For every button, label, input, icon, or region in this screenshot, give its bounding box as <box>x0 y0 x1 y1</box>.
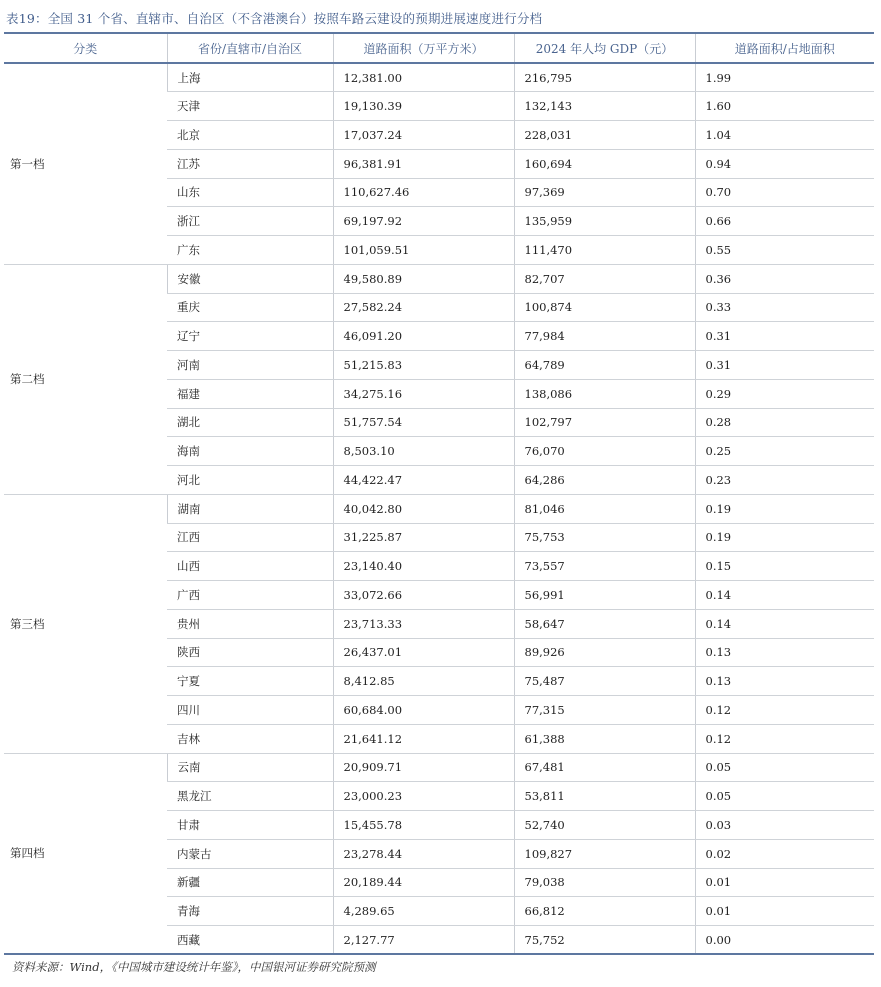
table-body <box>4 63 874 954</box>
road-area-ratio-cell: 0.28 <box>695 408 874 437</box>
road-area-cell: 21,641.12 <box>333 724 514 753</box>
province-cell: 河南 <box>167 351 333 380</box>
road-area-cell: 8,412.85 <box>333 667 514 696</box>
gdp-per-capita-cell: 138,086 <box>514 379 695 408</box>
road-area-ratio-cell: 0.14 <box>695 581 874 610</box>
province-cell: 山东 <box>167 178 333 207</box>
table-header-row <box>4 33 874 63</box>
gdp-per-capita-cell: 89,926 <box>514 638 695 667</box>
table-row <box>4 753 874 782</box>
gdp-per-capita-cell: 135,959 <box>514 207 695 236</box>
gdp-per-capita-cell: 216,795 <box>514 63 695 92</box>
road-area-ratio-cell: 0.25 <box>695 437 874 466</box>
province-cell: 安徽 <box>167 264 333 293</box>
road-area-ratio-cell: 0.12 <box>695 696 874 725</box>
province-cell: 甘肃 <box>167 811 333 840</box>
province-cell: 云南 <box>167 753 333 782</box>
gdp-per-capita-cell: 97,369 <box>514 178 695 207</box>
gdp-per-capita-cell: 81,046 <box>514 494 695 523</box>
province-cell: 重庆 <box>167 293 333 322</box>
table-row <box>4 494 874 523</box>
road-area-ratio-cell: 0.01 <box>695 897 874 926</box>
gdp-per-capita-cell: 228,031 <box>514 121 695 150</box>
road-area-cell: 34,275.16 <box>333 379 514 408</box>
province-cell: 山西 <box>167 552 333 581</box>
gdp-per-capita-cell: 76,070 <box>514 437 695 466</box>
province-cell: 青海 <box>167 897 333 926</box>
province-cell: 黑龙江 <box>167 782 333 811</box>
road-area-cell: 60,684.00 <box>333 696 514 725</box>
road-area-cell: 51,215.83 <box>333 351 514 380</box>
header-road-area-ratio: 道路面积/占地面积 <box>695 33 874 63</box>
gdp-per-capita-cell: 64,789 <box>514 351 695 380</box>
gdp-per-capita-cell: 77,315 <box>514 696 695 725</box>
road-area-cell: 46,091.20 <box>333 322 514 351</box>
gdp-per-capita-cell: 61,388 <box>514 724 695 753</box>
road-area-ratio-cell: 0.94 <box>695 149 874 178</box>
province-cell: 河北 <box>167 466 333 495</box>
province-cell: 天津 <box>167 92 333 121</box>
road-area-ratio-cell: 0.05 <box>695 753 874 782</box>
data-table-container <box>4 32 874 955</box>
gdp-per-capita-cell: 102,797 <box>514 408 695 437</box>
road-area-ratio-cell: 0.01 <box>695 868 874 897</box>
gdp-per-capita-cell: 111,470 <box>514 236 695 265</box>
road-area-ratio-cell: 0.31 <box>695 322 874 351</box>
road-area-cell: 17,037.24 <box>333 121 514 150</box>
category-cell: 第四档 <box>4 753 167 954</box>
gdp-per-capita-cell: 160,694 <box>514 149 695 178</box>
road-area-ratio-cell: 1.04 <box>695 121 874 150</box>
road-area-cell: 15,455.78 <box>333 811 514 840</box>
gdp-per-capita-cell: 67,481 <box>514 753 695 782</box>
road-area-ratio-cell: 0.15 <box>695 552 874 581</box>
road-area-cell: 23,278.44 <box>333 839 514 868</box>
road-area-ratio-cell: 0.23 <box>695 466 874 495</box>
gdp-per-capita-cell: 82,707 <box>514 264 695 293</box>
gdp-per-capita-cell: 64,286 <box>514 466 695 495</box>
gdp-per-capita-cell: 58,647 <box>514 609 695 638</box>
road-area-ratio-cell: 0.29 <box>695 379 874 408</box>
gdp-per-capita-cell: 75,752 <box>514 926 695 955</box>
table-title: 表19：全国 31 个省、直辖市、自治区（不含港澳台）按照车路云建设的预期进展速度进行分档 <box>6 11 543 26</box>
province-cell: 新疆 <box>167 868 333 897</box>
gdp-per-capita-cell: 56,991 <box>514 581 695 610</box>
table-row <box>4 63 874 92</box>
province-cell: 贵州 <box>167 609 333 638</box>
road-area-ratio-cell: 0.14 <box>695 609 874 638</box>
road-area-cell: 33,072.66 <box>333 581 514 610</box>
road-area-cell: 96,381.91 <box>333 149 514 178</box>
road-area-ratio-cell: 0.66 <box>695 207 874 236</box>
province-cell: 吉林 <box>167 724 333 753</box>
header-gdp-per-capita: 2024 年人均 GDP（元） <box>514 33 695 63</box>
road-area-cell: 23,000.23 <box>333 782 514 811</box>
header-province: 省份/直辖市/自治区 <box>167 33 333 63</box>
province-cell: 广东 <box>167 236 333 265</box>
road-area-ratio-cell: 0.05 <box>695 782 874 811</box>
road-area-cell: 110,627.46 <box>333 178 514 207</box>
road-area-ratio-cell: 0.19 <box>695 523 874 552</box>
province-cell: 内蒙古 <box>167 839 333 868</box>
road-area-ratio-cell: 0.55 <box>695 236 874 265</box>
road-area-ratio-cell: 0.36 <box>695 264 874 293</box>
province-cell: 浙江 <box>167 207 333 236</box>
road-area-ratio-cell: 1.60 <box>695 92 874 121</box>
road-area-cell: 101,059.51 <box>333 236 514 265</box>
road-area-cell: 40,042.80 <box>333 494 514 523</box>
road-area-cell: 23,713.33 <box>333 609 514 638</box>
road-area-cell: 8,503.10 <box>333 437 514 466</box>
source-note: 资料来源：Wind，《中国城市建设统计年鉴》，中国银河证券研究院预测 <box>12 960 376 974</box>
road-area-cell: 69,197.92 <box>333 207 514 236</box>
road-area-ratio-cell: 0.02 <box>695 839 874 868</box>
gdp-per-capita-cell: 52,740 <box>514 811 695 840</box>
road-area-cell: 49,580.89 <box>333 264 514 293</box>
road-area-cell: 19,130.39 <box>333 92 514 121</box>
table-row <box>4 264 874 293</box>
category-cell: 第一档 <box>4 63 167 264</box>
gdp-per-capita-cell: 109,827 <box>514 839 695 868</box>
road-area-ratio-cell: 0.12 <box>695 724 874 753</box>
road-area-cell: 23,140.40 <box>333 552 514 581</box>
gdp-per-capita-cell: 100,874 <box>514 293 695 322</box>
gdp-per-capita-cell: 53,811 <box>514 782 695 811</box>
road-area-cell: 20,909.71 <box>333 753 514 782</box>
province-cell: 广西 <box>167 581 333 610</box>
province-cell: 江苏 <box>167 149 333 178</box>
category-cell: 第二档 <box>4 264 167 494</box>
gdp-per-capita-cell: 73,557 <box>514 552 695 581</box>
road-area-ratio-cell: 0.13 <box>695 638 874 667</box>
province-cell: 宁夏 <box>167 667 333 696</box>
province-cell: 湖北 <box>167 408 333 437</box>
road-area-cell: 27,582.24 <box>333 293 514 322</box>
gdp-per-capita-cell: 79,038 <box>514 868 695 897</box>
road-area-ratio-cell: 0.70 <box>695 178 874 207</box>
road-area-ratio-cell: 0.00 <box>695 926 874 955</box>
header-road-area: 道路面积（万平方米） <box>333 33 514 63</box>
road-area-ratio-cell: 0.19 <box>695 494 874 523</box>
header-category: 分类 <box>4 33 167 63</box>
data-table <box>4 32 874 955</box>
road-area-cell: 26,437.01 <box>333 638 514 667</box>
road-area-ratio-cell: 0.13 <box>695 667 874 696</box>
gdp-per-capita-cell: 75,487 <box>514 667 695 696</box>
road-area-ratio-cell: 0.03 <box>695 811 874 840</box>
road-area-cell: 44,422.47 <box>333 466 514 495</box>
province-cell: 福建 <box>167 379 333 408</box>
gdp-per-capita-cell: 66,812 <box>514 897 695 926</box>
road-area-cell: 31,225.87 <box>333 523 514 552</box>
gdp-per-capita-cell: 132,143 <box>514 92 695 121</box>
province-cell: 上海 <box>167 63 333 92</box>
road-area-cell: 4,289.65 <box>333 897 514 926</box>
province-cell: 陕西 <box>167 638 333 667</box>
province-cell: 江西 <box>167 523 333 552</box>
gdp-per-capita-cell: 75,753 <box>514 523 695 552</box>
road-area-cell: 12,381.00 <box>333 63 514 92</box>
province-cell: 辽宁 <box>167 322 333 351</box>
road-area-cell: 2,127.77 <box>333 926 514 955</box>
road-area-ratio-cell: 0.31 <box>695 351 874 380</box>
gdp-per-capita-cell: 77,984 <box>514 322 695 351</box>
province-cell: 四川 <box>167 696 333 725</box>
province-cell: 湖南 <box>167 494 333 523</box>
province-cell: 西藏 <box>167 926 333 955</box>
province-cell: 海南 <box>167 437 333 466</box>
road-area-cell: 51,757.54 <box>333 408 514 437</box>
road-area-ratio-cell: 0.33 <box>695 293 874 322</box>
category-cell: 第三档 <box>4 494 167 753</box>
road-area-cell: 20,189.44 <box>333 868 514 897</box>
province-cell: 北京 <box>167 121 333 150</box>
road-area-ratio-cell: 1.99 <box>695 63 874 92</box>
